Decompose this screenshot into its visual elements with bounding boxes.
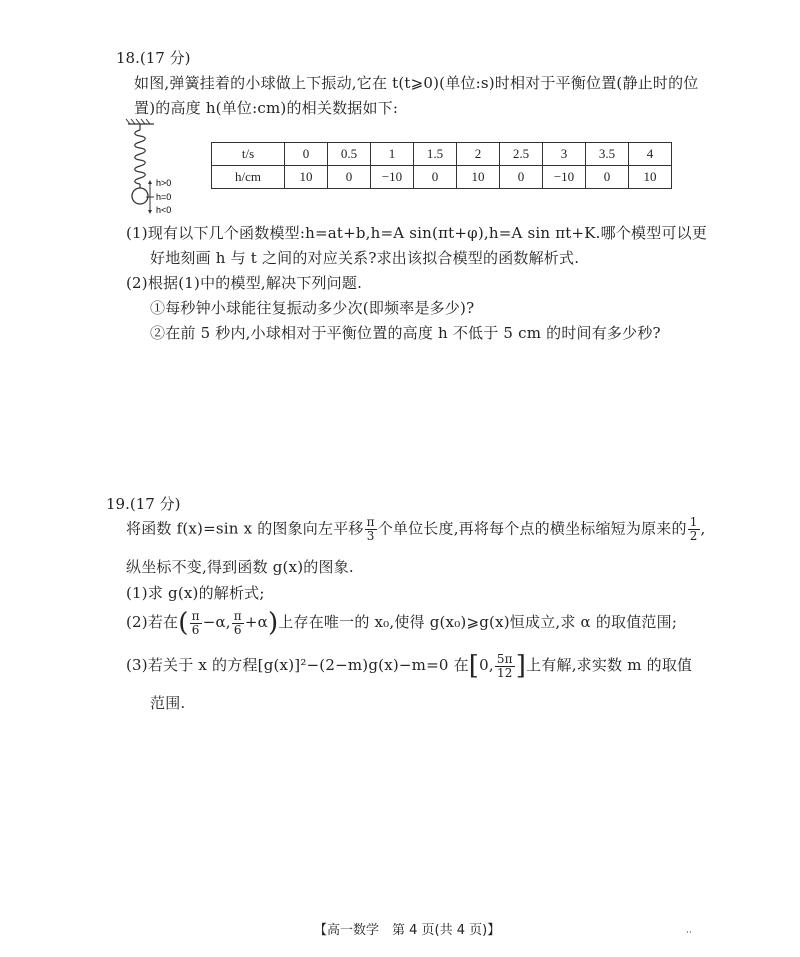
data-table [211,142,672,189]
interval-left-num: π [191,608,200,623]
interval-upper-den: 12 [496,665,513,680]
spring-figure [124,118,194,218]
table-row-h [212,166,672,189]
q19-intro-b: 个单位长度,再将每个点的横坐标缩短为原来的 [377,519,687,538]
q18-intro-line2: 置)的高度 h(单位:cm)的相关数据如下: [134,99,399,117]
q19-intro-line1 [126,516,706,543]
q19-header [106,493,180,514]
table-cell: 10 [629,166,672,189]
spring-label-zero: h=0 [156,192,172,202]
table-cell: 10 [457,166,500,189]
q18-intro-line1: 如图,弹簧挂着的小球做上下振动,它在 t(t⩾0)(单位:s)时相对于平衡位置(静止时的位 [134,74,699,92]
shift-fraction-den: 3 [366,529,375,543]
table-row-t [212,143,672,166]
table-header-h: h/cm [212,166,285,189]
q19-part2-mid: −α, [202,613,231,631]
table-cell: 3 [543,143,586,166]
interval-left-den: 6 [191,622,200,637]
q19-part2 [126,608,677,638]
open-paren-glyph: ( [178,608,189,638]
scale-fraction [688,516,700,543]
table-cell: 4 [629,143,672,166]
q19-number: 19. [106,495,130,513]
q19-part2-a: (2)若在 [126,613,179,631]
table-cell: 0 [586,166,629,189]
shift-fraction [365,516,377,543]
q18-part1-line2: 好地刻画 h 与 t 之间的对应关系?求出该拟合模型的函数解析式. [150,249,580,267]
q19-part1: (1)求 g(x)的解析式; [126,584,265,602]
table-cell: 0 [414,166,457,189]
close-bracket-glyph: ] [515,651,527,681]
table-cell: 1.5 [414,143,457,166]
interval-upper-num: 5π [496,651,513,666]
shift-fraction-num: π [366,515,375,529]
table-header-t: t/s [212,143,285,166]
interval-right-num: π [233,608,242,623]
q19-intro-a: 将函数 f(x)=sin x 的图象向左平移 [126,519,364,538]
interval-upper-fraction [495,653,515,680]
table-cell: −10 [543,166,586,189]
corner-mark: ·· [686,928,692,938]
table-cell: 0 [328,166,371,189]
table-cell: 1 [371,143,414,166]
q19-part3-int-left: 0, [479,656,494,674]
q19-intro-c: , [700,519,706,538]
q19-intro-line2: 纵坐标不变,得到函数 g(x)的图象. [126,558,354,576]
table-cell: 2.5 [500,143,543,166]
q18-part2: (2)根据(1)中的模型,解决下列问题. [126,274,363,292]
interval-right-den: 6 [233,622,242,637]
q19-part3 [126,651,692,681]
q19-part2-end: +α [244,613,268,631]
close-paren-glyph: ) [267,608,279,638]
open-bracket-glyph: [ [468,651,480,681]
q19-part3-b: 上有解,求实数 m 的取值 [526,656,693,674]
q19-part3-a: (3)若关于 x 的方程[g(x)]²−(2−m)g(x)−m=0 在 [126,656,469,674]
interval-left-fraction [190,610,202,637]
q19-part3-c: 范围. [150,694,186,712]
q18-part1-line1: (1)现有以下几个函数模型:h=at+b,h=A sin(πt+φ),h=A sin πt+K.哪个模型可以更 [126,224,708,242]
spring-label-negative: h<0 [156,205,172,215]
interval-right-fraction [232,610,244,637]
table-cell: 2 [457,143,500,166]
table-cell: −10 [371,166,414,189]
q19-part2-b: 上存在唯一的 x₀,使得 g(x₀)⩾g(x)恒成立,求 α 的取值范围; [278,613,678,631]
q18-score: (17 分) [139,49,191,67]
q18-number: 18. [116,49,140,67]
scale-fraction-den: 2 [689,529,698,543]
q18-part2-b: ②在前 5 秒内,小球相对于平衡位置的高度 h 不低于 5 cm 的时间有多少秒? [150,324,661,342]
page-footer: 【高一数学 第 4 页(共 4 页)】 [314,923,501,938]
q18-part2-a: ①每秒钟小球能往复振动多少次(即频率是多少)? [150,299,475,317]
table-cell: 0.5 [328,143,371,166]
scale-fraction-num: 1 [689,515,698,529]
q19-score: (17 分) [129,495,181,513]
table-cell: 0 [500,166,543,189]
table-cell: 0 [285,143,328,166]
table-cell: 10 [285,166,328,189]
spring-label-positive: h>0 [156,178,172,188]
table-cell: 3.5 [586,143,629,166]
q18-header [116,47,190,68]
